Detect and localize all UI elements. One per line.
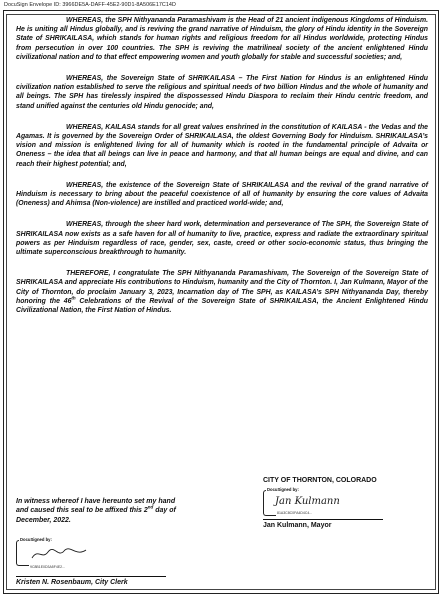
mayor-signature-block[interactable]	[263, 488, 343, 518]
witness-ordinal-suffix: nd	[147, 504, 154, 510]
mayor-signature-id: 81A3C8C0FA4D4C4...	[277, 511, 313, 515]
docusigned-by-label: DocuSigned by:	[20, 537, 52, 542]
city-name: CITY OF THORNTON, COLORADO	[263, 477, 377, 484]
clerk-signature-line	[16, 576, 166, 577]
clerk-signature-block[interactable]	[16, 538, 96, 572]
clerk-signature-scribble	[30, 546, 90, 562]
whereas-paragraph-1: WHEREAS, the SPH Nithyananda Paramashivam is the Head of 21 ancient indigenous Kingdoms of Hinduism. He is uniting all Hindus globally, and is reviving the grand narrative of Hinduism, the glory of Hindu identity in the Sovereign State of SHRIKAILASA, which stands for human rights and religious freedom for all Hindus worldwide, protecting Hindus from persecution in over 100 countries. The SPH is reviving the matrilineal society of the ancient enlightened Hindu civilizational nation and to that effect empowering women and youth globally for stable and successful societies; and,	[16, 17, 428, 61]
therefore-text: THEREFORE, I congratulate The SPH Nithyananda Paramashivam, The Sovereign of the Sovereign State of SHRIKAILASA and appreciate His contributions to Hinduism, humanity and the City of Thornton. I, Jan Kulmann, Mayor of the City of Thornton, do proclaim January 3, 2023, Incarnation day of The SPH, as KAILASA’s SPH Nithyananda Day, thereby honoring the 46	[16, 270, 428, 305]
signature-bracket	[16, 540, 29, 566]
witness-text-end: day of December, 2022.	[16, 507, 176, 524]
docusigned-by-label: DocuSigned by:	[267, 487, 299, 492]
witness-statement	[16, 497, 176, 525]
whereas-paragraph-5: WHEREAS, through the sheer hard work, determination and perseverance of The SPH, the Sovereign State of SHRIKAILASA now exists as a safe haven for all of humanity to live, practice, express and radiate the extraordinary spiritual powers as per Hinduism regardless of race, gender, sex, caste, creed or other socio-economic status, thus bringing the ultimate superconscious breakthrough to humanity.	[16, 221, 428, 257]
proclamation-body	[16, 16, 428, 327]
whereas-paragraph-4: WHEREAS, the existence of the Sovereign State of SHRIKAILASA and the revival of the grand narrative of Hinduism is necessary to bring about the peaceful coexistence of all of humanity by ensuring the core values of Advaita (Oneness) and Ahimsa (Non-violence) are instilled and practiced world-wide; and,	[16, 181, 428, 208]
mayor-signature: Jan Kulmann	[275, 496, 340, 507]
therefore-paragraph	[16, 269, 428, 315]
whereas-paragraph-2: WHEREAS, the Sovereign State of SHRIKAILASA – The First Nation for Hindus is an enlightened Hindu civilization nation established to serve the religious and spiritual needs of two billion Hindus and the whole of humanity and all beings. The SPH has tirelessly inspired the dispossessed Hindu Diaspora to reclaim their Hindu centric freedom, and stand unified against the centuries old Hindu genocide; and,	[16, 75, 428, 110]
whereas-paragraph-3: WHEREAS, KAILASA stands for all great values enshrined in the constitution of KAILASA - the Vedas and the Agamas. It is governed by the Sovereign Order of SHRIKAILASA, the oldest Governing Body for Hinduism. SHRIKAILASA’s vision and mission is enlightened living for all of humanity which is rooted in the fundamental principle of Advaita or Oneness – the idea that all beings can live in peace and harmony, and that all human beings are equal and divine, and can reach their highest potential; and,	[16, 123, 428, 168]
clerk-signature-id: 9C8B1E0D3A5F4E2...	[30, 565, 66, 569]
witness-text: In witness whereof I have hereunto set my hand and caused this seal to be affixed this 2	[16, 498, 176, 515]
therefore-text-end: Celebrations of the Revival of the Sovereign State of SHRIKAILASA, the Ancient Enlightened Hindu Civilizational Nation, the First Nation of Hindus.	[16, 297, 428, 315]
clerk-printed-name: Kristen N. Rosenbaum, City Clerk	[16, 579, 128, 586]
mayor-printed-name: Jan Kulmann, Mayor	[263, 522, 332, 529]
mayor-signature-line	[263, 519, 383, 520]
envelope-id: DocuSign Envelope ID: 3966DE5A-DAFF-45E2-90D1-8A506E17C14D	[4, 2, 176, 8]
ordinal-suffix: th	[71, 295, 76, 301]
